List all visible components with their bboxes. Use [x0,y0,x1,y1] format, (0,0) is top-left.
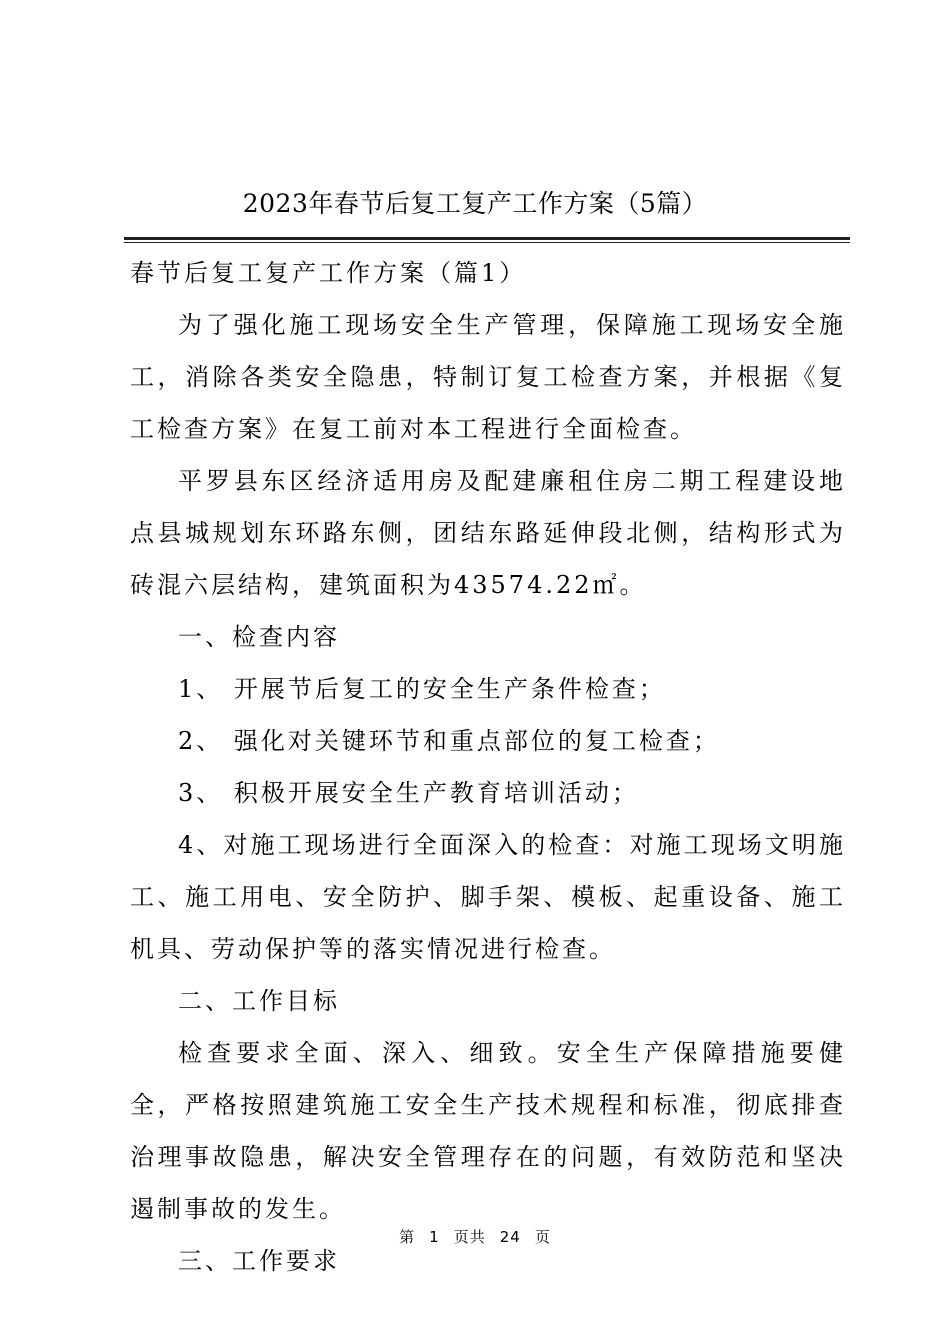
heading-inspection-content: 一、检查内容 [178,623,340,651]
list-item-3: 3、 积极开展安全生产教育培训活动； [178,779,639,807]
document-body [130,247,846,1287]
footer-page-number: 1 [429,1228,440,1246]
footer-total-pages: 24 [499,1228,521,1246]
footer-middle: 页共 [453,1228,486,1246]
paragraph-project-info: 平罗县东区经济适用房及配建廉租住房二期工程建设地点县城规划东环路东侧，团结东路延伸段北侧，结构形式为砖混六层结构，建筑面积为43574.22㎡。 [130,467,846,599]
heading-work-goal: 二、工作目标 [178,987,340,1015]
footer-suffix: 页 [534,1228,551,1246]
list-item-2: 2、 强化对关键环节和重点部位的复工检查； [178,727,720,755]
section-heading: 春节后复工复产工作方案（篇1） [130,259,527,287]
title-divider-thin [124,242,850,243]
paragraph-intro: 为了强化施工现场安全生产管理，保障施工现场安全施工，消除各类安全隐患，特制订复工检查方案，并根据《复工检查方案》在复工前对本工程进行全面检查。 [130,311,846,443]
document-title: 2023年春节后复工复产工作方案（5篇） [242,189,708,218]
title-divider-thick [124,237,850,240]
paragraph-work-goal: 检查要求全面、深入、细致。安全生产保障措施要健全，严格按照建筑施工安全生产技术规程和标准，彻底排查治理事故隐患，解决安全管理存在的问题，有效防范和坚决遏制事故的发生。 [130,1039,846,1223]
list-item-1: 1、 开展节后复工的安全生产条件检查； [178,675,666,703]
list-item-4: 4、对施工现场进行全面深入的检查：对施工现场文明施工、施工用电、安全防护、脚手架、模板、起重设备、施工机具、劳动保护等的落实情况进行检查。 [130,831,846,963]
heading-work-requirements: 三、工作要求 [178,1247,340,1275]
page-footer [0,1226,950,1247]
footer-prefix: 第 [399,1228,416,1246]
